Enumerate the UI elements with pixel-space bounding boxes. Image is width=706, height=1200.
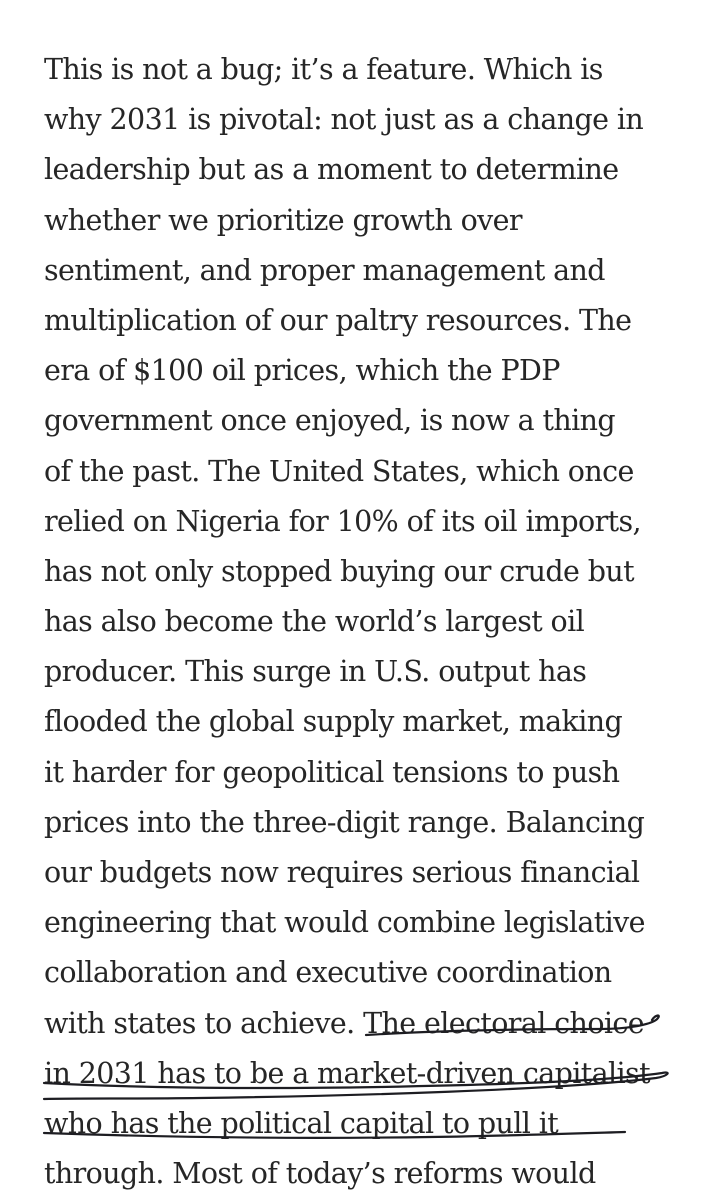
text-line: in 2031 has to be a market-driven capitalist [44, 1056, 650, 1090]
text-line: flooded the global supply market, making [44, 705, 623, 739]
text-line: it harder for geopolitical tensions to push [44, 755, 620, 789]
text-line: has also become the world’s largest oil [44, 605, 585, 639]
text-line: why 2031 is pivotal: not just as a change in [44, 103, 644, 137]
text-line: relied on Nigeria for 10% of its oil imports, [44, 504, 641, 538]
text-line: era of $100 oil prices, which the PDP [44, 354, 560, 388]
text-line: our budgets now requires serious financial [44, 856, 640, 889]
text-line: whether we prioritize growth over [44, 203, 522, 237]
text-line: This is not a bug; it’s a feature. Which is [44, 53, 603, 86]
text-line: producer. This surge in U.S. output has [44, 655, 587, 689]
text-line: who has the political capital to pull it [44, 1106, 559, 1140]
text-line: government once enjoyed, is now a thing [44, 404, 615, 438]
text-line: of the past. The United States, which once [44, 454, 634, 488]
text-line: prices into the three-digit range. Balancing [44, 805, 645, 839]
text-line: multiplication of our paltry resources. The [44, 303, 632, 337]
text-line: with states to achieve. The electoral choice [44, 1006, 645, 1040]
text-line: through. Most of today’s reforms would [44, 1157, 596, 1191]
article-paragraph [44, 45, 694, 1199]
text-line: leadership but as a moment to determine [44, 153, 619, 187]
text-line: has not only stopped buying our crude but [44, 554, 634, 588]
text-line: engineering that would combine legislative [44, 906, 645, 940]
text-line: sentiment, and proper management and [44, 253, 605, 287]
text-line: collaboration and executive coordination [44, 956, 612, 990]
